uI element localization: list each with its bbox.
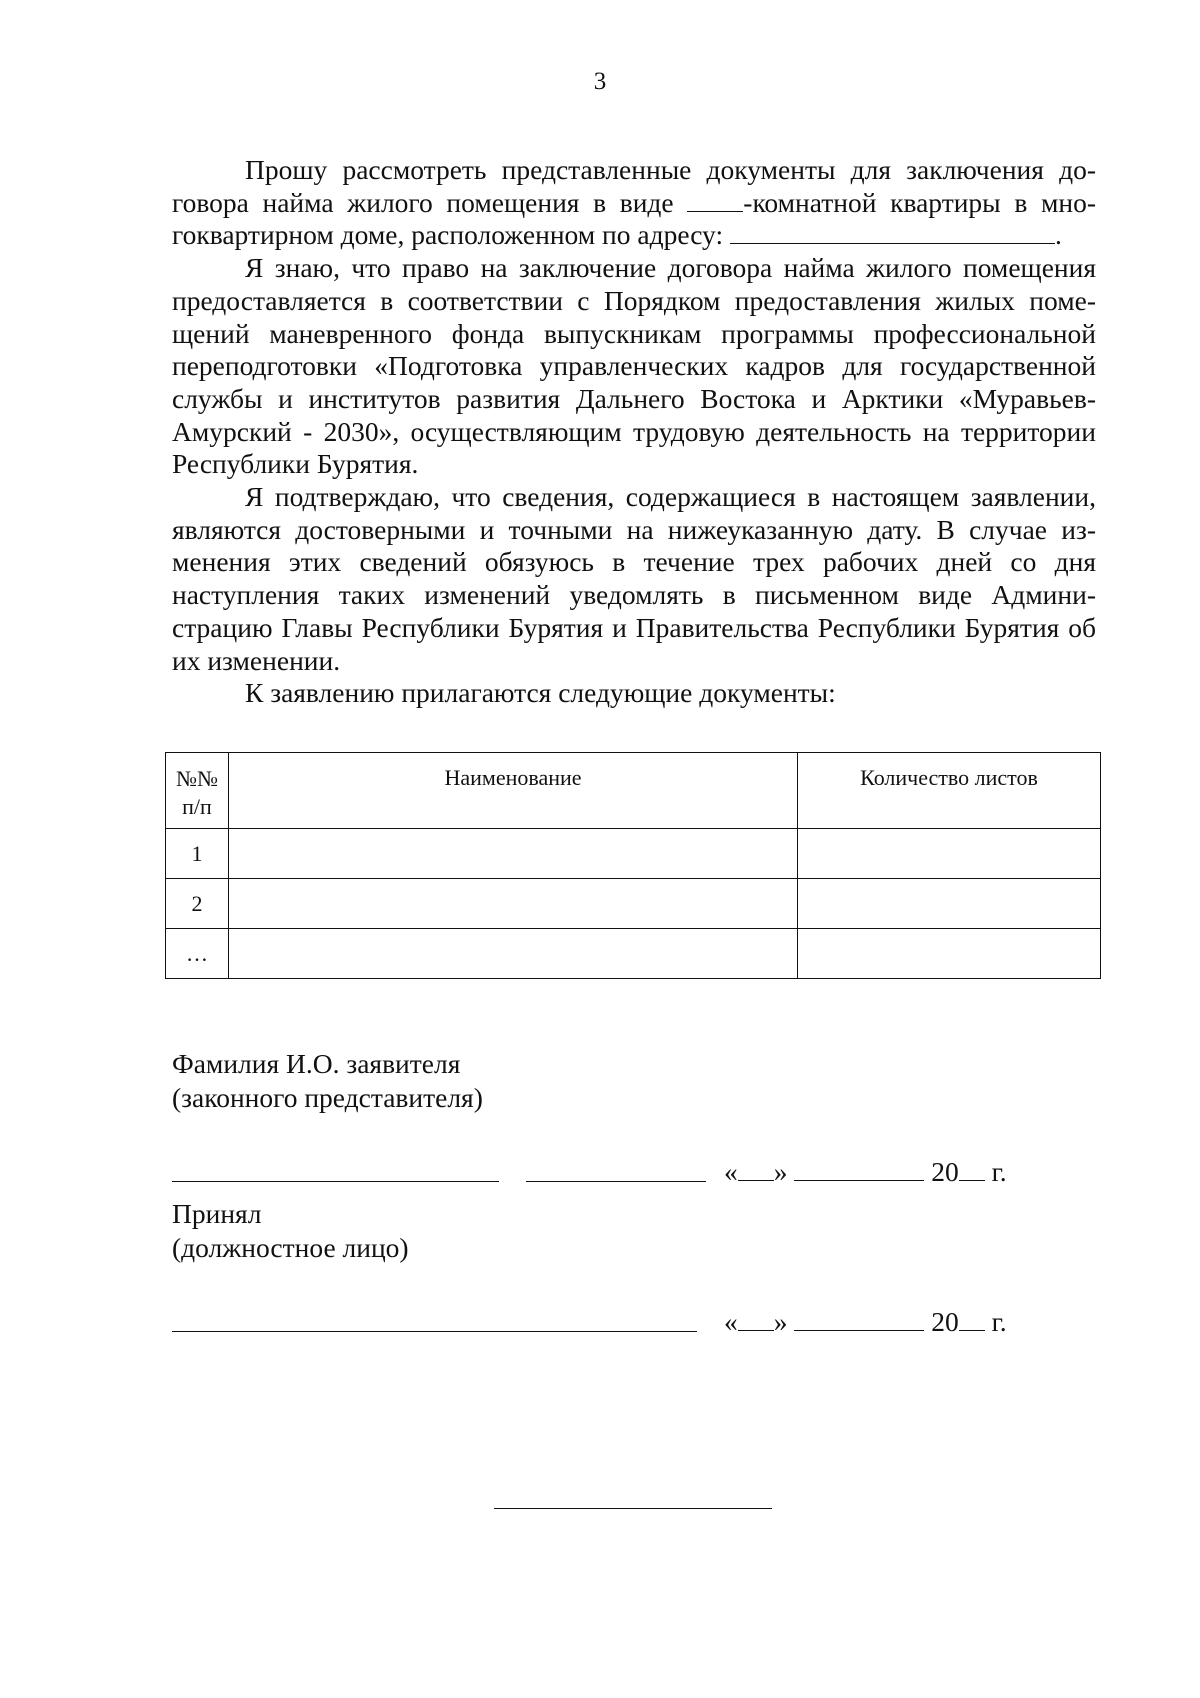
accepted-month-field[interactable] [794, 1310, 924, 1331]
accepted-label [172, 1197, 409, 1265]
table-row [166, 829, 1101, 879]
row-sheets-cell[interactable] [798, 929, 1101, 979]
row-name-cell[interactable] [229, 829, 798, 879]
document-end-divider [494, 1508, 772, 1509]
row-number: 2 [166, 879, 229, 929]
applicant-month-field[interactable] [794, 1160, 924, 1181]
applicant-label-line1: Фамилия И.О. заявителя [172, 1048, 461, 1079]
paragraph-confirmation: Я подтверждаю, что сведения, содержащиеся в настоящем заявлении, являются достоверными и точными на нижеуказанную дату. В случае изменения этих сведений обязуюсь в течение трех рабочих дней со дня наступления таких изменений уведомлять в письменном виде Администрацию Главы Республики Бурятия и Правительства Республики Бурятия об их изменении. [172, 481, 1096, 676]
row-sheets-cell[interactable] [798, 829, 1101, 879]
row-sheets-cell[interactable] [798, 879, 1101, 929]
row-number: 1 [166, 829, 229, 879]
applicant-day-field[interactable] [738, 1160, 774, 1181]
paragraph-request [172, 154, 1096, 252]
applicant-year-field[interactable] [959, 1160, 985, 1181]
application-body [172, 154, 1096, 710]
table-header-row [166, 753, 1101, 829]
page-number: 3 [593, 68, 607, 95]
table-row [166, 879, 1101, 929]
accepted-label-line2: (должностное лицо) [172, 1232, 409, 1263]
header-number: №№ п/п [166, 753, 229, 829]
applicant-label [172, 1047, 483, 1115]
address-field[interactable] [730, 223, 1055, 244]
paragraph-request-end: . [1054, 219, 1062, 251]
paragraph-right-basis: Я знаю, что право на заключение договора найма жилого помещения предоставляется в соответствии с Порядком предоставления жилых помещений маневренного фонда выпускникам программы профессиональной переподготовки «Подготовка управленческих кадров для государственной службы и институтов развития Дальнего Востока и Арктики «Муравьев-Амурский - 2030», осуществляющим трудовую деятельность на территории Республики Бурятия. [172, 252, 1096, 480]
rooms-count-field[interactable] [687, 191, 743, 212]
accepted-date: « » 20 г. [724, 1306, 1007, 1337]
header-name: Наименование [229, 753, 798, 829]
row-name-cell[interactable] [229, 929, 798, 979]
paragraph-request-part1: Прошу рассмотреть представленные документы для заключения договора найма жилого помещения в виде [172, 154, 1096, 218]
accepted-year-field[interactable] [959, 1310, 985, 1331]
applicant-name-line[interactable] [172, 1181, 499, 1182]
row-number: … [166, 929, 229, 979]
header-sheets: Количество листов [798, 753, 1101, 829]
applicant-date: « » 20 г. [724, 1156, 1007, 1187]
table-row [166, 929, 1101, 979]
accepted-label-line1: Принял [172, 1198, 262, 1229]
official-signature-line[interactable] [172, 1331, 697, 1332]
paragraph-request-part2: -комнатной квартиры в многоквартирном доме, расположенном по адресу: [172, 186, 1096, 251]
attachments-table [165, 752, 1101, 979]
accepted-day-field[interactable] [738, 1310, 774, 1331]
applicant-label-line2: (законного представителя) [172, 1082, 483, 1113]
applicant-signature-line[interactable] [526, 1181, 706, 1182]
row-name-cell[interactable] [229, 879, 798, 929]
paragraph-attachments-intro: К заявлению прилагаются следующие документы: [245, 677, 836, 709]
